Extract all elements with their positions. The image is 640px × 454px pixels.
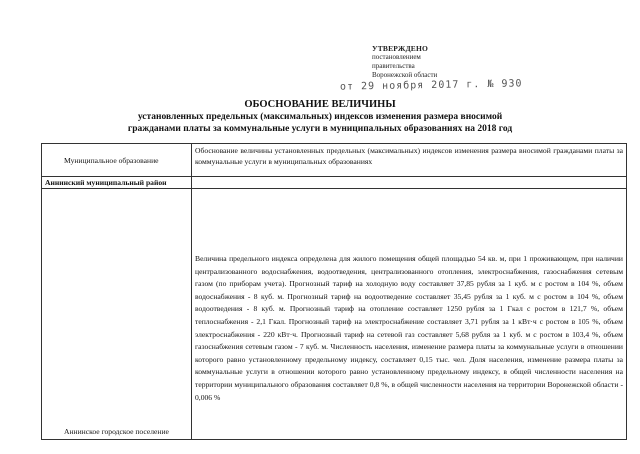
title-line-2: установленных предельных (максимальных) индексов изменения размера вносимой bbox=[137, 112, 503, 122]
justification-table bbox=[41, 143, 627, 440]
settlement-cell bbox=[42, 189, 192, 440]
column-header-municipality: Муниципальное образование bbox=[42, 144, 192, 177]
approval-line-2: правительства bbox=[372, 62, 415, 70]
decree-date-stamp: от 29 ноября 2017 г. № 930 bbox=[339, 78, 523, 93]
district-name: Аннинский муниципальный район bbox=[42, 177, 192, 189]
column-header-justification: Обоснование величины установленных предельных (максимальных) индексов изменения размера вносимой гражданами платы за коммунальные услуги в муниципальных образованиях bbox=[192, 144, 627, 177]
settlement-name: Аннинское городское поселение bbox=[64, 427, 169, 436]
approval-heading: УТВЕРЖДЕНО bbox=[372, 44, 429, 53]
approval-line-1: постановлением bbox=[372, 53, 421, 61]
approval-block bbox=[372, 44, 437, 80]
title-main: ОБОСНОВАНИЕ ВЕЛИЧИНЫ bbox=[244, 99, 396, 110]
approval-line-3: Воронежской области bbox=[372, 71, 438, 79]
table-header-row bbox=[42, 144, 627, 177]
document-title bbox=[120, 98, 520, 135]
title-line-3: гражданами платы за коммунальные услуги в муниципальных образованиях на 2018 год bbox=[127, 124, 513, 134]
settlement-row bbox=[42, 189, 627, 440]
district-empty-cell bbox=[192, 177, 627, 189]
justification-text: Величина предельного индекса определена для жилого помещения общей площадью 54 кв. м, при 1 проживающем, при наличии централизованного водоснабжения, водоотведения, централизованного отопления, электроснабжения, газоснабжения сетевым газом (по приборам учета). Прогнозный тариф на холодную воду составляет 37,85 рубля за 1 куб. м с ростом в 104 %, объем водоснабжения - 8 куб. м. Прогнозный тариф на водоотведение составляет 35,45 рубля за 1 куб. м с ростом в 104 %, объем водоотведения - 8 куб. м. Прогнозный тариф на отопление составляет 1250 рубля за 1 Гкал с ростом в 121,7 %, объем теплоснабжения - 2,1 Гкал. Прогнозный тариф на электроснабжение составляет 3,71 рубля за 1 кВт·ч с ростом в 105 %, объем электроснабжения - 220 кВт·ч. Прогнозный тариф на сетевой газ составляет 5,68 рубля за 1 куб. м с ростом в 103,4 %, объем газоснабжения сетевым газом - 7 куб. м. Численность населения, изменение размера платы за коммунальные услуги в отношении которого равно установленному предельному индексу, составляет 0,15 тыс. чел. Доля населения, изменение размера платы за коммунальные услуги в отношении которого равно установленному предельному индексу, в общей численности населения на территории муниципального образования составляет 0,8 %, в общей численности населения на территории Воронежской области - 0,006 % bbox=[192, 189, 627, 440]
district-row bbox=[42, 177, 627, 189]
